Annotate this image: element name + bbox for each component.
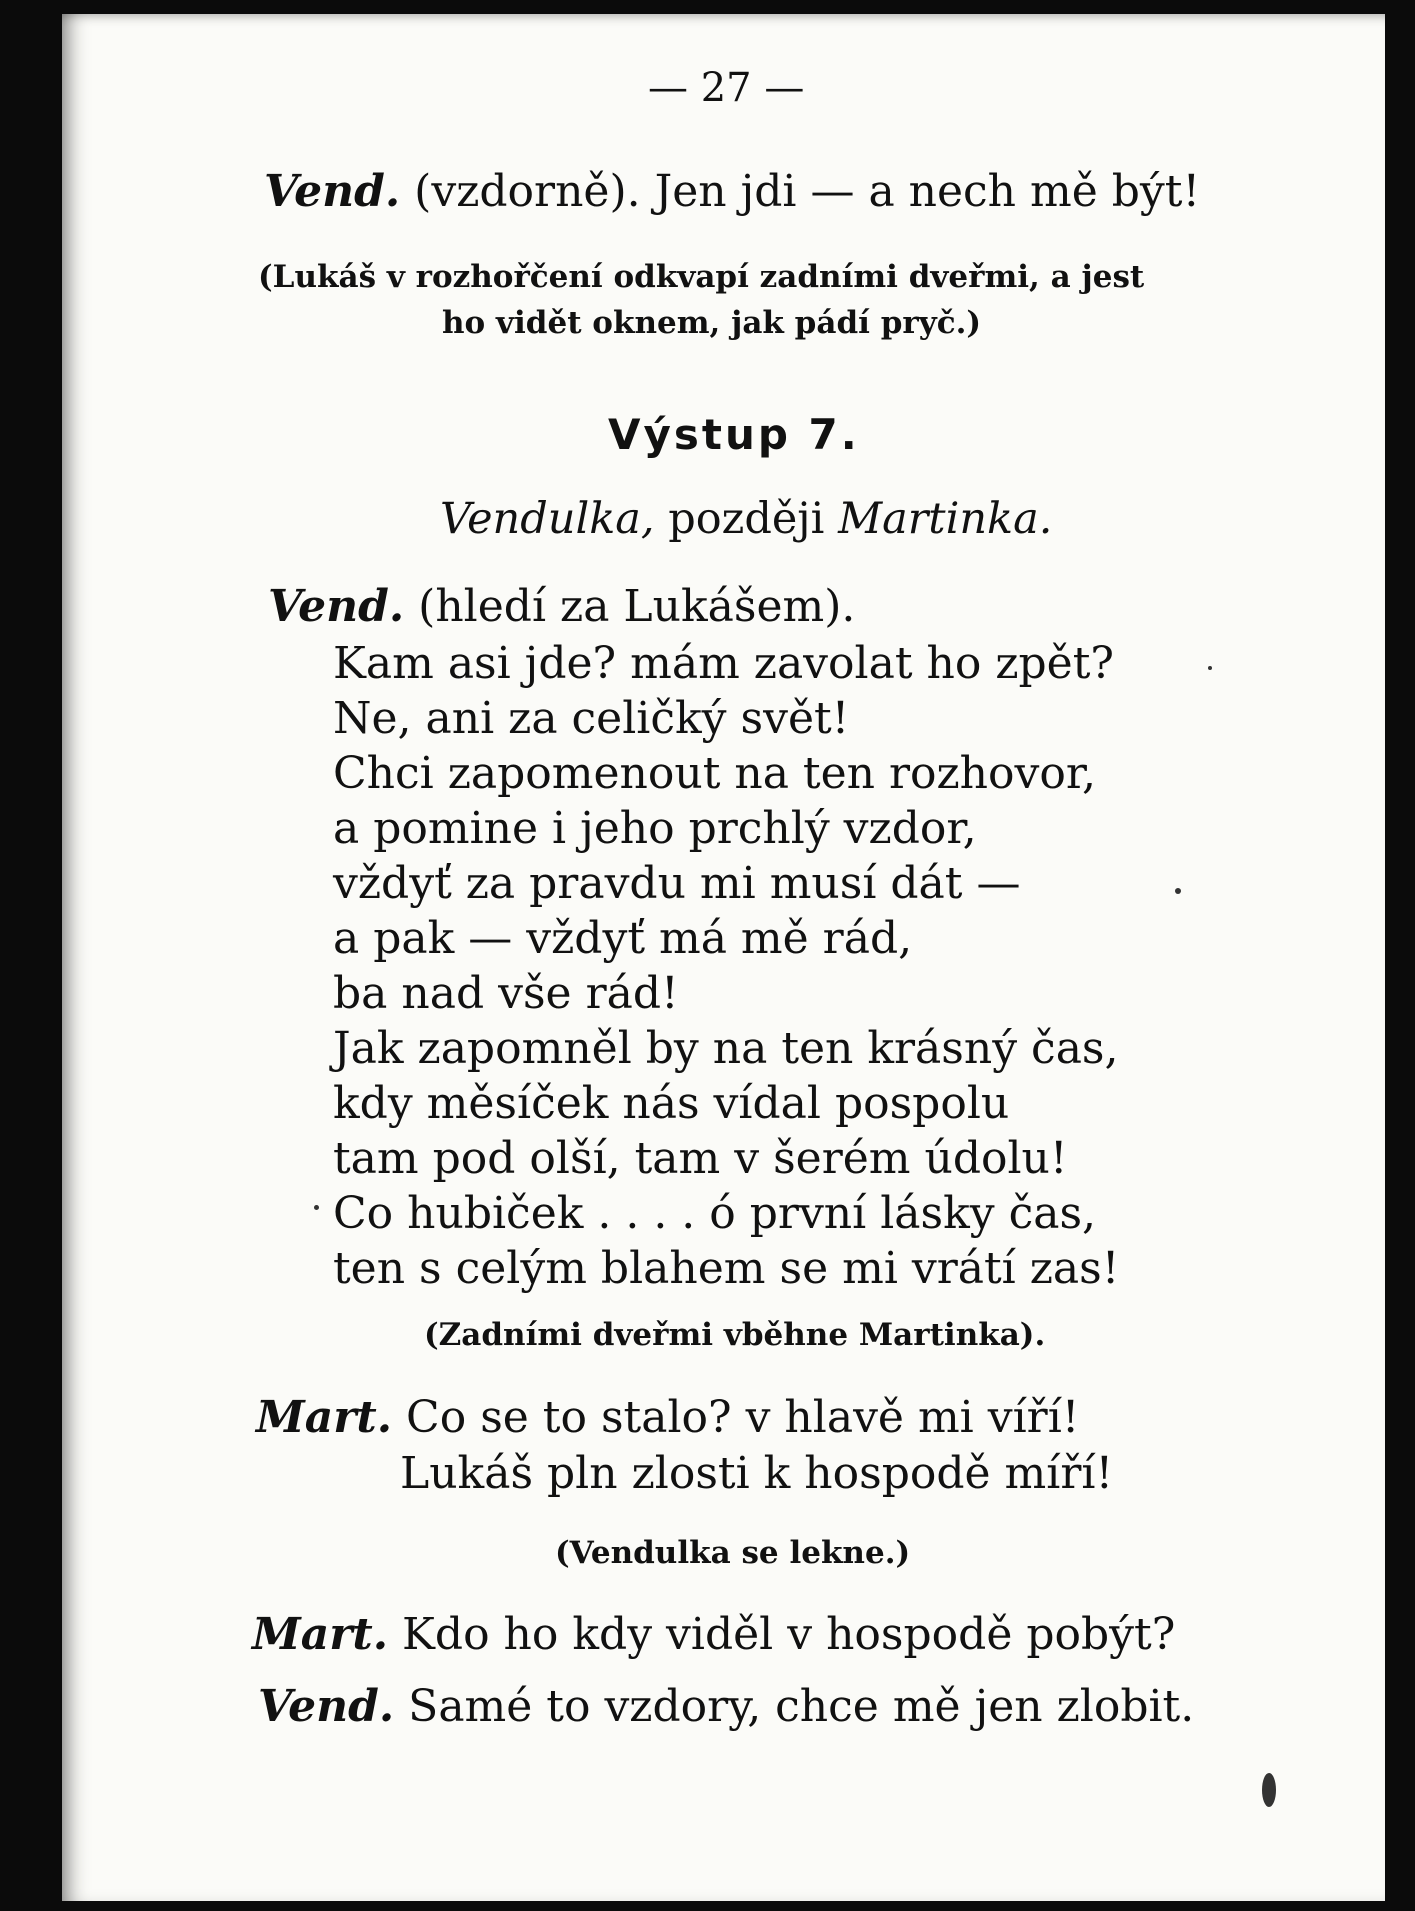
verse-line: Co hubiček . . . . ó první lásky čas, [333,1188,1097,1239]
scan-border-right [1385,0,1415,1911]
stage-direction-1-line-1: (Lukáš v rozhořčení odkvapí zadními dveřmi, a jest [258,259,1145,295]
speaker-label: Mart. [252,1609,389,1660]
verse-line: ba nad vše rád! [333,968,679,1019]
verse-line: vždyť za pravdu mi musí dát — [333,858,1021,909]
speaker-label: Vend. [268,581,405,632]
verse-line: ten s celým blahem se mi vrátí zas! [333,1243,1120,1294]
stage-direction-3: (Vendulka se lekne.) [555,1535,911,1571]
page-number: — 27 — [648,65,805,111]
stage-direction-2: (Zadními dveřmi vběhne Martinka). [424,1317,1046,1353]
speaker-label: Vend. [264,166,401,217]
scan-speck [1175,888,1181,894]
speaker-label: Mart. [256,1392,393,1443]
verse-line: Chci zapomenout na ten rozhovor, [333,748,1097,799]
dialogue-text: (vzdorně). Jen jdi — a nech mě být! [414,166,1201,217]
dialogue-line-vend-1 [264,166,1201,217]
scene-heading: Výstup 7. [608,410,860,459]
verse-line: a pak — vždyť má mě rád, [333,913,913,964]
connector-word: později [668,494,825,544]
dialogue-line-vend-3 [258,1681,1195,1732]
scene-characters [440,494,1053,544]
dialogue-text: Samé to vzdory, chce mě jen zlobit. [408,1681,1195,1732]
dialogue-text: Co se to stalo? v hlavě mi víří! [406,1392,1080,1443]
dialogue-line-mart-2 [252,1609,1176,1660]
scan-border-bottom [0,1901,1415,1911]
scan-speck [1208,666,1212,670]
verse-line: a pomine i jeho prchlý vzdor, [333,803,977,854]
dialogue-line-vend-2 [268,581,856,632]
scan-speck [1262,1773,1276,1807]
character-name: Vendulka, [440,494,655,544]
verse-line: Jak zapomněl by na ten krásný čas, [333,1023,1119,1074]
dialogue-line-mart-1 [256,1392,1080,1443]
stage-direction-1-line-2: ho vidět oknem, jak pádí pryč.) [442,305,982,341]
verse-line: kdy měsíček nás vídal pospolu [333,1078,1010,1129]
dialogue-text: Kdo ho kdy viděl v hospodě pobýt? [402,1609,1176,1660]
verse-line: Ne, ani za celičký svět! [333,693,850,744]
dialogue-line-mart-1-cont: Lukáš pln zlosti k hospodě míří! [400,1448,1114,1499]
scan-border-left [0,0,62,1911]
verse-line: Kam asi jde? mám zavolat ho zpět? [333,638,1114,689]
scan-border-top [0,0,1415,14]
character-name: Martinka. [838,494,1053,544]
speaker-label: Vend. [258,1681,395,1732]
verse-line: tam pod olší, tam v šerém údolu! [333,1133,1068,1184]
scan-speck [314,1205,319,1210]
stage-direction-inline: (hledí za Lukášem). [418,581,856,632]
